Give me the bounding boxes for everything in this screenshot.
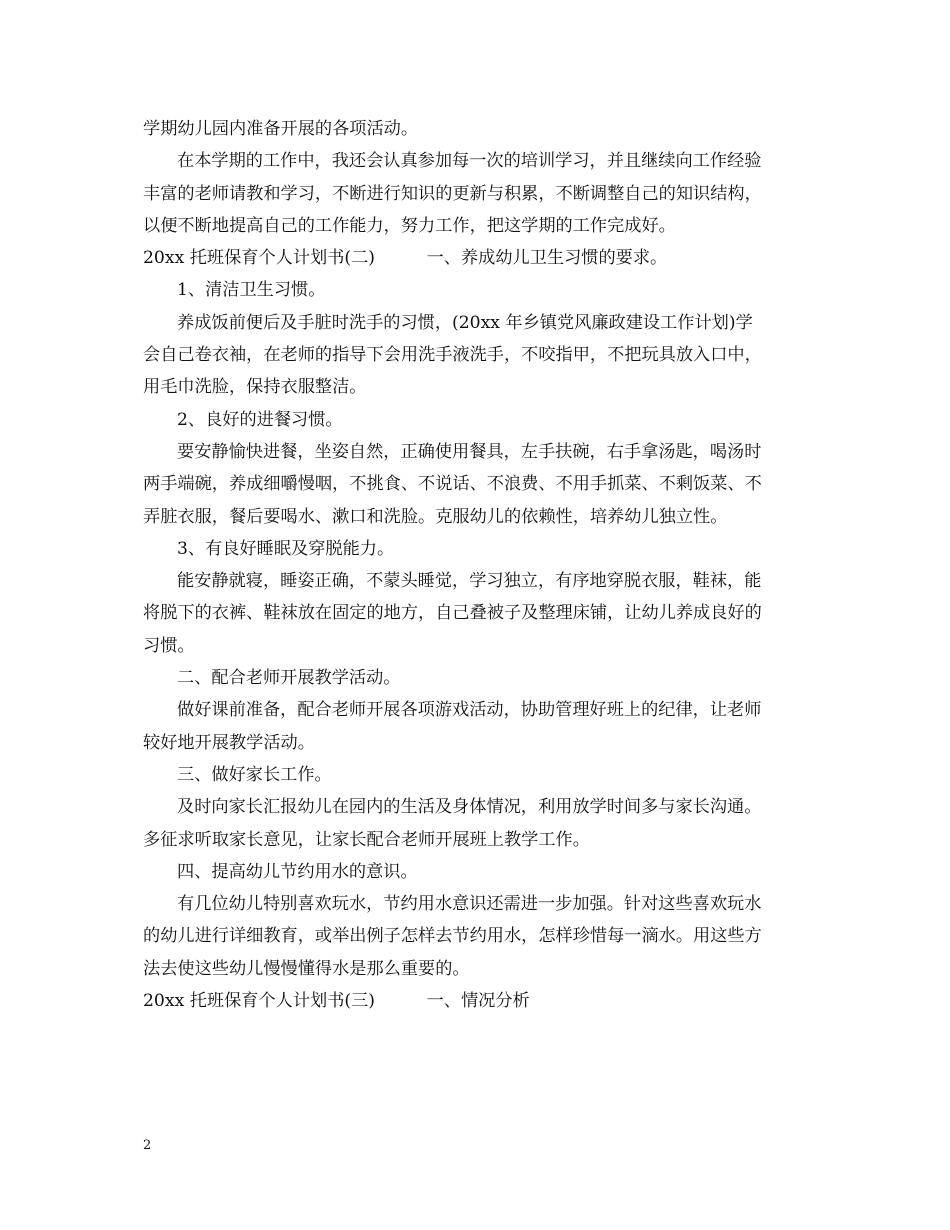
text-line: 法去使这些幼儿慢慢懂得水是那么重要的。: [143, 958, 470, 979]
text-line: 20xx 托班保育个人计划书(三) 一、情况分析: [143, 991, 530, 1012]
text-line: 学期幼儿园内准备开展的各项活动。: [143, 119, 419, 139]
text-line: 用毛巾洗脸，保持衣服整洁。: [143, 377, 367, 398]
document-body: [143, 113, 813, 1017]
text-line: 三、做好家长工作。: [177, 764, 332, 785]
text-line: 有几位幼儿特别喜欢玩水，节约用水意识还需进一步加强。针对这些喜欢玩水: [177, 894, 762, 915]
text-line: 1、清洁卫生习惯。: [177, 280, 326, 301]
text-line: 丰富的老师请教和学习，不断进行知识的更新与积累，不断调整自己的知识结构，: [143, 183, 762, 204]
text-line: 养成饭前便后及手脏时洗手的习惯，(20xx 年乡镇党风廉政建设工作计划)学: [177, 312, 753, 333]
text-line: 二、配合老师开展教学活动。: [177, 668, 401, 689]
text-line: 的幼儿进行详细教育，或举出例子怎样去节约用水，怎样珍惜每一滴水。用这些方: [143, 926, 762, 947]
text-line: 做好课前准备，配合老师开展各项游戏活动，协助管理好班上的纪律，让老师: [177, 700, 762, 721]
text-line: 及时向家长汇报幼儿在园内的生活及身体情况，利用放学时间多与家长沟通。: [177, 797, 762, 818]
text-line: 会自己卷衣袖，在老师的指导下会用洗手液洗手，不咬指甲，不把玩具放入口中，: [143, 345, 762, 366]
text-line: 多征求听取家长意见，让家长配合老师开展班上教学工作。: [143, 829, 590, 850]
text-line: 3、有良好睡眠及穿脱能力。: [177, 538, 395, 559]
page-number: 2: [143, 1138, 152, 1153]
text-line: 能安静就寝，睡姿正确，不蒙头睡觉，学习独立，有序地穿脱衣服，鞋袜，能: [177, 571, 762, 592]
text-line: 要安静愉快进餐，坐姿自然，正确使用餐具，左手扶碗，右手拿汤匙，喝汤时: [177, 441, 762, 462]
text-line: 两手端碗，养成细嚼慢咽，不挑食、不说话、不浪费、不用手抓菜、不剩饭菜、不: [143, 474, 762, 495]
text-line: 在本学期的工作中，我还会认真参加每一次的培训学习，并且继续向工作经验: [177, 151, 762, 172]
text-line: 习惯。: [143, 635, 195, 656]
text-line: 弄脏衣服，餐后要喝水、漱口和洗脸。克服幼儿的依赖性，培养幼儿独立性。: [143, 506, 728, 527]
text-line: 2、良好的进餐习惯。: [177, 409, 343, 430]
text-line: 四、提高幼儿节约用水的意识。: [177, 861, 418, 882]
text-line: 20xx 托班保育个人计划书(二) 一、养成幼儿卫生习惯的要求。: [143, 248, 668, 269]
text-line: 较好地开展教学活动。: [143, 732, 315, 753]
text-line: 将脱下的衣裤、鞋袜放在固定的地方，自己叠被子及整理床铺，让幼儿养成良好的: [143, 603, 762, 624]
text-line: 以便不断地提高自己的工作能力，努力工作，把这学期的工作完成好。: [143, 215, 676, 236]
